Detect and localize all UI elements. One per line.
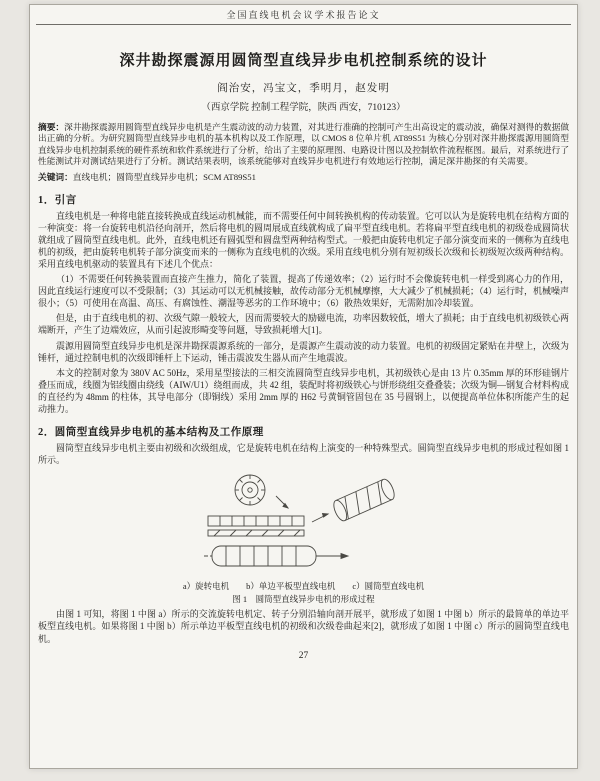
figure-1-diagram	[186, 470, 422, 574]
keywords-line	[38, 171, 569, 183]
section-2-paragraph: 圆筒型直线异步电机主要由初级和次级组成，它是旋转电机在结构上演变的一种特殊型式。圆筒型直线异步电机的形成过程如图 1 所示。	[38, 443, 569, 466]
section-1-paragraph: 但是，由于直线电机的初、次级气隙一般较大，因而需要较大的励磁电流，功率因数较低，增大了损耗；由于直线电机初级铁心两端断开，产生了边端效应，从而引起波形畸变等问题，导致损耗增大[1]。	[38, 313, 570, 336]
header-rule	[36, 24, 571, 25]
figure-1	[30, 470, 577, 579]
section-1-paragraph: （1）不需要任何转换装置而直接产生推力，简化了装置，提高了传递效率；（2）运行时不会像旋转电机一样受到离心力的作用，因此直线运行速度可以不受限制；（3）其运动可以无机械接触，故传动部分无机械摩擦，大大减少了机械损耗；（4）运行时，机械噪声很小；（5）可使用在高温、高压、有腐蚀性、潮湿等恶劣的工作环境中；（6）散热效果好，无需附加冷却装置。	[38, 274, 570, 309]
figure-1-caption: 图 1 圆筒型直线异步电机的形成过程	[232, 594, 375, 605]
section-2-paragraph: 由图 1 可知，将图 1 中图 a）所示的交流旋转电机定、转子分别沿轴向剖开展平，就形成了如图 1 中图 b）所示的最简单的单边平板型直线电机。如果将图 1 中图 b）所示单边平板型直线电机的初级和次级卷曲起来[2]，就形成了如图 1 中图 c）所示的圆筒型直线电机。	[38, 609, 569, 644]
paper-title: 深井勘探震源用圆筒型直线异步电机控制系统的设计	[119, 53, 488, 69]
section-1-heading: 1．引言	[38, 194, 77, 206]
abstract-text: 深井勘探震源用圆筒型直线异步电机是产生震动波的动力装置，对其进行准确的控制可产生出高设定的震动波，确保对测得的数据做出正确的分析。为研究圆筒型直线异步电机的基本机构以及工作原理，以 CMOS 8 位单片机 AT89S51 为核心分别对深井勘探震源用圆筒型直线异步电机控制系统的硬件系统和软件系统进行了分析，给出了主要的原理图、电路设计图以及控制软件流程框图。最后，对系统进行了性能测试并对测试结果进行了分析。测试结果表明，该系统能够对直线异步电机进行有效地运行控制，满足深井勘探的有关需要。	[38, 122, 570, 167]
keywords-text: 直线电机；圆筒型直线异步电机；SCM AT89S51	[72, 171, 256, 182]
section-1-paragraph: 直线电机是一种将电能直接转换成直线运动机械能，而不需要任何中间转换机构的传动装置。它可以认为是旋转电机在结构方面的一种演变：将一台旋转电机沿径向剖开，然后将电机的圆周展成直线就构成了扁平型直线电机。若将扁平型直线电机的初级卷成圆筒状就组成了圆筒型直线电机。此外，直线电机还有圆弧型和圆盘型两种结构型式。一般把由旋转电机定子部分演变而来的一侧称为直线电机的初级，把由旋转电机转子部分演变而来的一侧称为直线电机的次级。采用直线电机分别有短初级长次级和长初级短次级两种结构。采用直线电机驱动的装置具有下述几个优点：	[38, 210, 570, 269]
section-1-paragraph: 震源用圆筒型直线异步电机是深井勘探震源系统的一部分，是震源产生震动波的动力装置。电机的初级固定紧贴在井壁上，次级为锤杆，通过控制电机的次级即锤杆上下运动，锤击震波发生器从而产生地震波。	[38, 340, 570, 363]
scanned-paper-page	[29, 4, 578, 769]
running-head: 全国直线电机会议学术报告论文	[226, 10, 381, 20]
figure-1-subcaptions: a）旋转电机 b）单边平板型直线电机 c）圆筒型直线电机	[182, 581, 425, 592]
section-1-paragraph: 本文的控制对象为 380V AC 50Hz，采用星型接法的三相交流圆筒型直线异步电机，其初级铁心是由 13 片 0.35mm 厚的环形硅钢片叠压而成，线圈为铝线圈由绕线（AIW/U1）绕组而成，共 42 组，装配时将初级铁心与饼形绕组交叠叠装；次级为铜—钢复合材料构成的直径约为 48mm 的柱体，其导电部分（即铜线）采用 2mm 厚的 H62 号黄铜管固包在 35 号圆钢上，以便提高单位体积所能产生的起动推力。	[38, 367, 569, 415]
abstract-label: 摘要：	[38, 122, 65, 132]
affiliation-line: （西京学院 控制工程学院，陕西 西安，710123）	[201, 103, 406, 113]
abstract-paragraph	[38, 122, 569, 168]
keywords-label: 关键词：	[38, 171, 73, 182]
authors-line: 阎治安，冯宝文，季明月，赵发明	[217, 83, 390, 94]
section-2-heading: 2．圆筒型直线异步电机的基本结构及工作原理	[38, 427, 264, 439]
page-number: 27	[298, 650, 309, 661]
